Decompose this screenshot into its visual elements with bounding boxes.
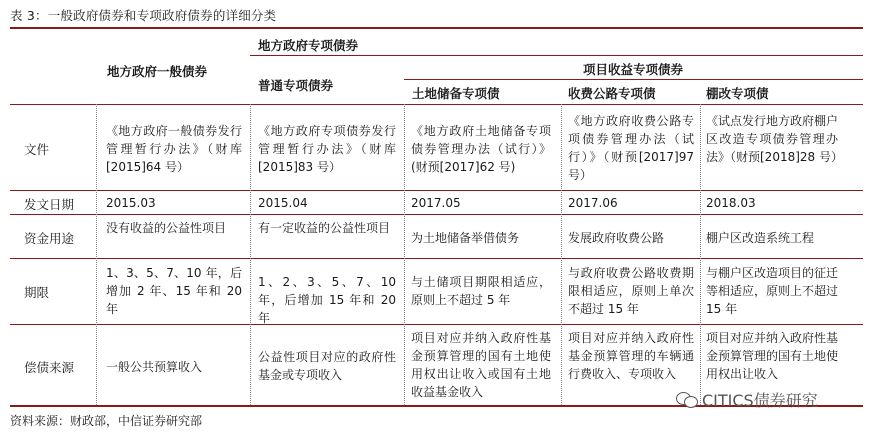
table-cell: 发展政府收费公路 — [568, 231, 665, 245]
header-shanty-reform: 棚改专项债 — [706, 86, 769, 101]
table-cell: 2017.06 — [568, 196, 618, 210]
table-cell: 2018.03 — [706, 196, 756, 210]
table-cell: 一般公共预算收入 — [106, 360, 203, 374]
row-rule-4 — [10, 324, 863, 325]
table-cell: 棚户区改造系统工程 — [706, 231, 815, 245]
table-cell: 与棚户区改造项目的征迁等相适应，原则上不超过 15 年 — [706, 266, 839, 316]
row-rule-3 — [10, 258, 863, 259]
table-cell: 项目对应并纳入政府性基金预算管理的车辆通行费收入、专项收入 — [568, 331, 694, 381]
table-cell: 1、3、5、7、10 年，后增加 2 年、15 年和 20 年 — [106, 266, 242, 316]
col-divider — [404, 104, 405, 405]
header-special-bond: 地方政府专项债券 — [258, 38, 359, 53]
table-cell: 公益性项目对应的政府性基金或专项收入 — [258, 350, 396, 382]
watermark — [676, 388, 818, 411]
row-label-issue-date: 发文日期 — [24, 197, 75, 212]
wechat-icon — [676, 391, 698, 409]
table-cell: 有一定收益的公益性项目 — [258, 221, 391, 235]
table-cell: 与土储项目期限相适应，原则上不超过 5 年 — [411, 275, 551, 307]
source-note: 资料来源：财政部，中信证券研究部 — [10, 414, 203, 428]
col-divider — [96, 104, 97, 405]
header-general-bond: 地方政府一般债券 — [107, 64, 208, 79]
col-divider — [561, 104, 562, 405]
table-caption: 表 3：一般政府债券和专项政府债券的详细分类 — [10, 8, 277, 23]
row-label-fund-use: 资金用途 — [24, 231, 75, 246]
row-label-term: 期限 — [24, 285, 50, 300]
table-cell: 2015.03 — [106, 196, 156, 210]
project-header-rule — [404, 79, 863, 80]
table-cell: 为土地储备举借债务 — [411, 231, 520, 245]
table-cell: 没有收益的公益性项目 — [106, 221, 227, 235]
col-divider — [250, 104, 251, 405]
table-cell: 1、2、3、5、7、10 年，后增加 15 年和 20 年 — [258, 275, 396, 325]
table-cell: 《试点发行地方政府棚户区改造专项债券管理办法》（财预[2018]28 号） — [706, 114, 843, 164]
table-cell: 与政府收费公路收费期限相适应，原则上单次不超过 15 年 — [568, 266, 694, 316]
header-bottom-rule — [10, 104, 863, 105]
header-land-reserve: 土地储备专项债 — [412, 86, 500, 101]
row-label-repayment-source: 偿债来源 — [24, 360, 75, 375]
table-cell: 2015.04 — [258, 196, 308, 210]
table-cell: 《地方政府收费公路专项债券管理办法（试行）》（财预[2017]97 号） — [568, 114, 694, 182]
col-divider — [700, 104, 701, 405]
table-cell: 《地方政府专项债券发行管理暂行办法》（财库[2015]83 号） — [258, 124, 396, 174]
top-rule — [10, 27, 863, 29]
row-rule-2 — [10, 214, 863, 215]
row-rule-1 — [10, 190, 863, 191]
header-toll-road: 收费公路专项债 — [568, 86, 656, 101]
header-ordinary-special: 普通专项债券 — [258, 78, 334, 93]
table-cell: 项目对应并纳入政府性基金预算管理的国有土地使用权出让收入 — [706, 331, 839, 381]
table-cell: 《地方政府土地储备专项债券管理办法（试行）》(财预[2017]62 号) — [411, 124, 551, 174]
watermark-text: CITICS债券研究 — [702, 391, 818, 410]
header-project-revenue: 项目收益专项债券 — [583, 62, 684, 77]
table-cell: 2017.05 — [411, 196, 461, 210]
special-header-rule — [250, 55, 863, 56]
row-label-document: 文件 — [24, 142, 50, 157]
table-cell: 《地方政府一般债券发行管理暂行办法》（财库[2015]64 号） — [106, 124, 242, 174]
table-cell: 项目对应并纳入政府性基金预算管理的国有土地使用权出让收入或国有土地收益基金收入 — [411, 331, 551, 399]
